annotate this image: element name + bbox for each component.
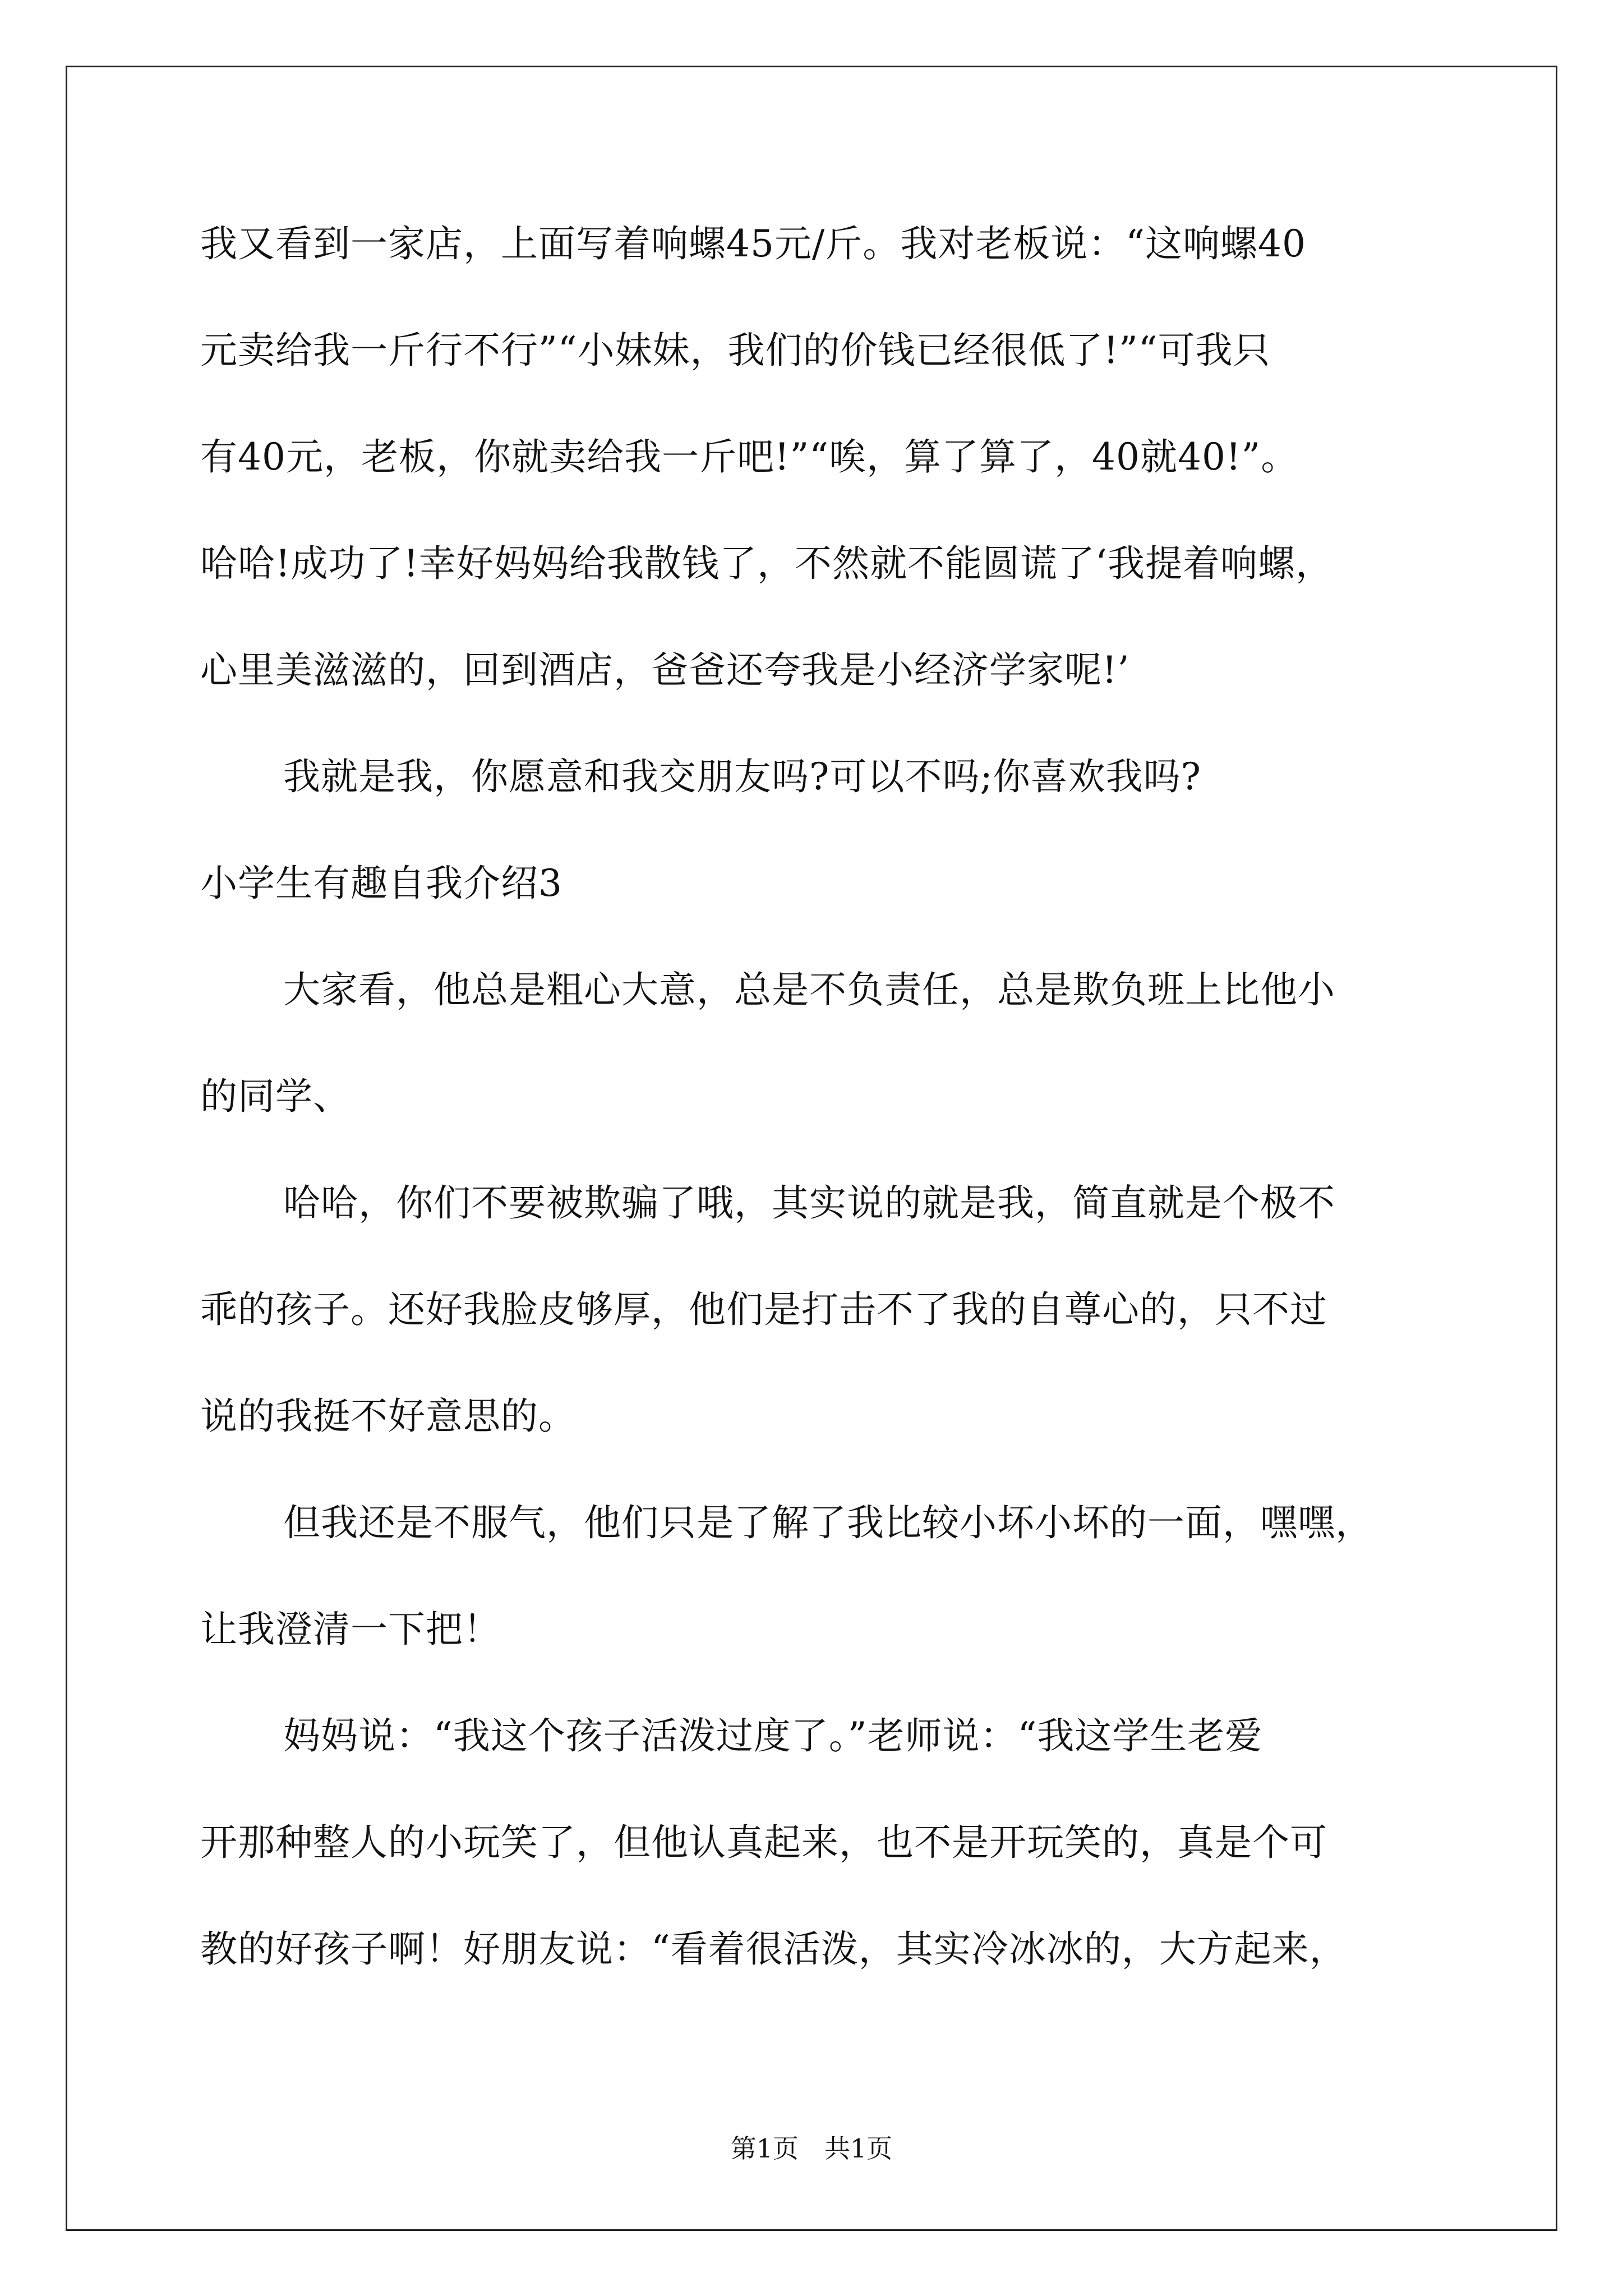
text-line: 让我澄清一下把！ [200, 1608, 501, 1651]
page-border [66, 66, 1557, 2231]
text-line: 教的好孩子啊！好朋友说：“看着很活泼，其实冷冰冰的，大方起来， [200, 1927, 1347, 1971]
text-line: 说的我挺不好意思的。 [200, 1395, 576, 1438]
text-line: 有40元，老板，你就卖给我一斤吧!”“唉，算了算了，40就40!”。 [200, 435, 1299, 478]
text-line: 大家看，他总是粗心大意，总是不负责任，总是欺负班上比他小 [283, 968, 1335, 1011]
text-line: 妈妈说：“我这个孩子活泼过度了。”老师说：“我这学生老爱 [283, 1714, 1263, 1757]
text-line: 我又看到一家店，上面写着响螺45元/斤。我对老板说：“这响螺40 [200, 222, 1306, 265]
text-line: 心里美滋滋的，回到酒店，爸爸还夸我是小经济学家呢!’ [200, 648, 1130, 692]
text-line: 我就是我，你愿意和我交朋友吗?可以不吗;你喜欢我吗? [283, 755, 1202, 798]
text-line: 的同学、 [200, 1075, 351, 1118]
section-heading: 小学生有趣自我介绍3 [200, 862, 562, 905]
text-line: 哈哈!成功了!幸好妈妈给我散钱了，不然就不能圆谎了‘我提着响螺， [200, 542, 1334, 585]
text-line: 哈哈，你们不要被欺骗了哦，其实说的就是我，简直就是个极不 [283, 1181, 1335, 1225]
text-line: 乖的孩子。还好我脸皮够厚，他们是打击不了我的自尊心的，只不过 [200, 1288, 1327, 1331]
page-number: 第1页 共1页 [730, 2133, 893, 2164]
text-line: 元卖给我一斤行不行”“小妹妹，我们的价钱已经很低了!”“可我只 [200, 329, 1271, 372]
text-line: 但我还是不服气，他们只是了解了我比较小坏小坏的一面，嘿嘿， [283, 1501, 1373, 1544]
text-line: 开那种整人的小玩笑了，但他认真起来，也不是开玩笑的，真是个可 [200, 1821, 1327, 1864]
